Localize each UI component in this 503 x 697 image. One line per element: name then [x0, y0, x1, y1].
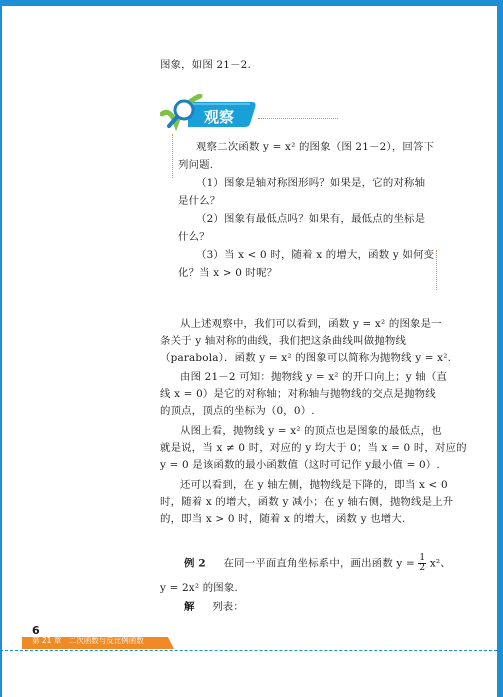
observe-line: （2）图象有最低点吗？如果有，最低点的坐标是 [196, 213, 426, 225]
page-bottom-divider [0, 650, 497, 651]
observe-title: 观察 [204, 108, 235, 126]
observe-line: 是什么？ [178, 195, 221, 207]
example-2-line2: y = 2x² 的图象. [160, 582, 238, 594]
fraction-numerator: 1 [419, 553, 426, 563]
body-line: 的顶点，顶点的坐标为（0，0）. [160, 405, 315, 417]
page-frame-left [0, 0, 2, 697]
body-line: 的，即当 x > 0 时，随着 x 的增大，函数 y 也增大. [160, 513, 406, 525]
chapter-label: 第 21 章 二次函数与反比例函数 [32, 636, 144, 645]
example-text-after: x²、 [429, 557, 451, 570]
fraction-denominator: 2 [419, 563, 426, 573]
observe-dotted-right [436, 250, 437, 290]
magnifier-icon [160, 94, 204, 134]
body-line: 线 x = 0）是它的对称轴；对称轴与抛物线的交点是抛物线 [160, 388, 436, 400]
body-line: 时，随着 x 的增大，函数 y 减小；在 y 轴右侧，抛物线是上升 [160, 496, 454, 508]
page-frame-right [497, 0, 503, 697]
body-line: 由图 21－2 可知：抛物线 y = x² 的开口向上；y 轴（直 [180, 371, 448, 383]
observe-line: （1）图象是轴对称图形吗？如果是，它的对称轴 [196, 177, 426, 189]
body-line: 就是说，当 x ≠ 0 时，对应的 y 均大于 0；当 x = 0 时，对应的 [160, 442, 467, 454]
example-label: 例 2 [184, 557, 206, 570]
solution-text: 列表： [212, 601, 244, 613]
body-line: y = 0 是该函数的最小函数值（这时可记作 y最小值 = 0）. [160, 459, 440, 471]
observe-dotted-left [172, 134, 173, 178]
solution-line [184, 599, 244, 615]
fraction-one-half [418, 554, 426, 573]
observe-line: 什么？ [178, 231, 210, 243]
example-2-line1 [184, 554, 451, 573]
page-frame-top [0, 0, 503, 6]
observe-dotted-top [258, 118, 338, 119]
observe-line: 化？当 x > 0 时呢？ [178, 267, 278, 279]
example-text: 在同一平面直角坐标系中，画出函数 y = [223, 557, 415, 570]
solution-label: 解 [184, 601, 195, 613]
observe-line: （3）当 x < 0 时，随着 x 的增大，函数 y 如何变 [196, 249, 435, 261]
intro-line: 图象，如图 21－2. [160, 59, 251, 71]
body-line: 从图上看，抛物线 y = x² 的顶点也是图象的最低点，也 [180, 425, 442, 437]
page-number: 6 [32, 624, 40, 637]
observe-line: 列问题. [178, 159, 214, 171]
body-line: 从上述观察中，我们可以看到，函数 y = x² 的图象是一 [180, 318, 442, 330]
body-line: 还可以看到，在 y 轴左侧，抛物线是下降的，即当 x < 0 [180, 479, 448, 491]
body-line: （parabola）．函数 y = x² 的图象可以简称为抛物线 y = x². [160, 352, 452, 364]
observe-line: 观察二次函数 y = x² 的图象（图 21－2），回答下 [196, 141, 435, 153]
body-line: 条关于 y 轴对称的曲线，我们把这条曲线叫做抛物线 [160, 335, 407, 347]
